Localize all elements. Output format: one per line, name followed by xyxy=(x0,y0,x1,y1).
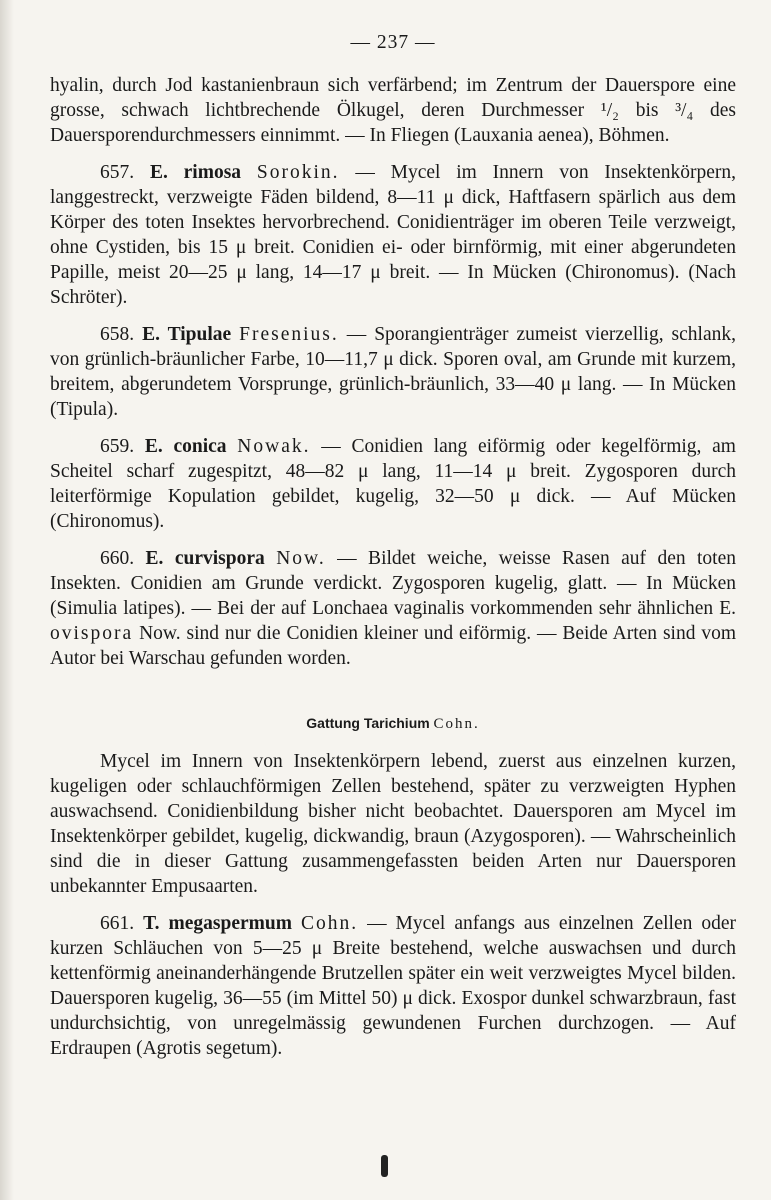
page-number: — 237 — xyxy=(350,32,436,53)
entry-660 xyxy=(50,546,736,671)
entry-number: 658. xyxy=(100,324,135,345)
entry-659 xyxy=(50,434,736,534)
species-name: E. curvispora xyxy=(145,548,265,569)
species-name: E. conica xyxy=(144,436,227,457)
entry-number: 661. xyxy=(100,913,135,934)
entry-text: — Mycel anfangs aus einzelnen Zellen oder kurzen Schläuchen von 5—25 μ Breite bestehend, welche auswachsen und durch kettenförmig aneinanderhängende Brutzellen später ein weit verzweigtes Mycel bilden. Dauersporen kugelig, 36—55 (im Mittel 50) μ dick. Exospor dunkel schwarzbraun, fast undurchsichtig, von unregelmässig gewundenen Furchen durchzogen. — Auf Erdraupen (Agrotis segetum). xyxy=(50,913,736,1059)
species-name: E. rimosa xyxy=(149,162,242,183)
book-page xyxy=(50,30,736,1061)
genus-name: Gattung Tarichium xyxy=(306,715,430,731)
species-author: Nowak. xyxy=(237,436,311,457)
genus-author: Cohn. xyxy=(433,716,480,732)
entry-number: 660. xyxy=(100,548,135,569)
intro-paragraph: hyalin, durch Jod kastanienbraun sich verfärbend; im Zentrum der Dauerspore eine grosse, schwach lichtbrechende Ölkugel, deren Durchmesser ¹/₂ bis ³/₄ des Dauersporendurchmessers einnimmt. — In Fliegen (Lauxania aenea), Böhmen. xyxy=(50,75,736,146)
entry-text: — Sporangienträger zumeist vierzellig, schlank, von grünlich-bräunlicher Farbe, 10—11,7 μ dick. Sporen oval, am Grunde mit kurzem, breitem, abgerundetem Vorsprunge, grünlich-bräunlich, 33—40 μ lang. — In Mücken (Tipula). xyxy=(50,324,736,420)
ink-smudge xyxy=(381,1155,388,1177)
species-name: E. Tipulae xyxy=(142,324,232,345)
entry-657 xyxy=(50,160,736,310)
inline-species-name: ovispora xyxy=(50,623,134,644)
entry-number: 657. xyxy=(100,162,135,183)
entry-text: — Conidien lang eiförmig oder kegelförmig, am Scheitel scharf zugespitzt, 48—82 μ lang, 11—14 μ breit. Zygosporen durch leiterförmige Kopulation gebildet, kugelig, 32—50 μ dick. — Auf Mücken (Chironomus). xyxy=(50,436,736,532)
entry-text: — Bildet weiche, weisse Rasen auf den toten Insekten. Conidien am Grunde verdickt. Zygosporen kugelig, glatt. — In Mücken (Simulia latipes). — Bei der auf Lonchaea vaginalis vorkommenden sehr ähnlichen E. xyxy=(50,548,737,619)
entry-text: Now. sind nur die Conidien kleiner und eiförmig. — Beide Arten sind vom Autor bei Warschau gefunden worden. xyxy=(50,623,737,669)
species-author: Sorokin. xyxy=(256,162,340,183)
entry-number: 659. xyxy=(100,436,135,457)
genus-heading xyxy=(50,711,736,737)
scan-edge-shadow xyxy=(0,0,14,1200)
species-author: Now. xyxy=(276,548,326,569)
species-author: Fresenius. xyxy=(239,324,339,345)
species-name: T. megaspermum xyxy=(143,913,292,934)
entry-658 xyxy=(50,322,736,422)
entry-text: — Mycel im Innern von Insektenkörpern, langgestreckt, verzweigte Fäden bildend, 8—11 μ dick, Haftfasern spärlich aus dem Körper des toten Insektes hervorbrechend. Conidienträger im oberen Teile verzweigt, ohne Cystiden, bis 15 μ breit. Conidien ei- oder birnförmig, mit einer abgerundeten Papille, meist 20—25 μ lang, 14—17 μ breit. — In Mücken (Chironomus). (Nach Schröter). xyxy=(50,162,736,308)
genus-description: Mycel im Innern von Insektenkörpern lebend, zuerst aus einzelnen kurzen, kugeligen oder schlauchförmigen Zellen bestehend, später zu verzweigten Hyphen auswachsend. Conidienbildung bisher nicht beobachtet. Dauersporen am Mycel im Insektenkörper gebildet, kugelig, dickwandig, braun (Azygosporen). — Wahrscheinlich sind die in dieser Gattung zusammengefassten beiden Arten nur Dauersporen unbekannter Empusaarten. xyxy=(50,751,736,897)
entry-661 xyxy=(50,911,736,1061)
species-author: Cohn. xyxy=(300,913,359,934)
